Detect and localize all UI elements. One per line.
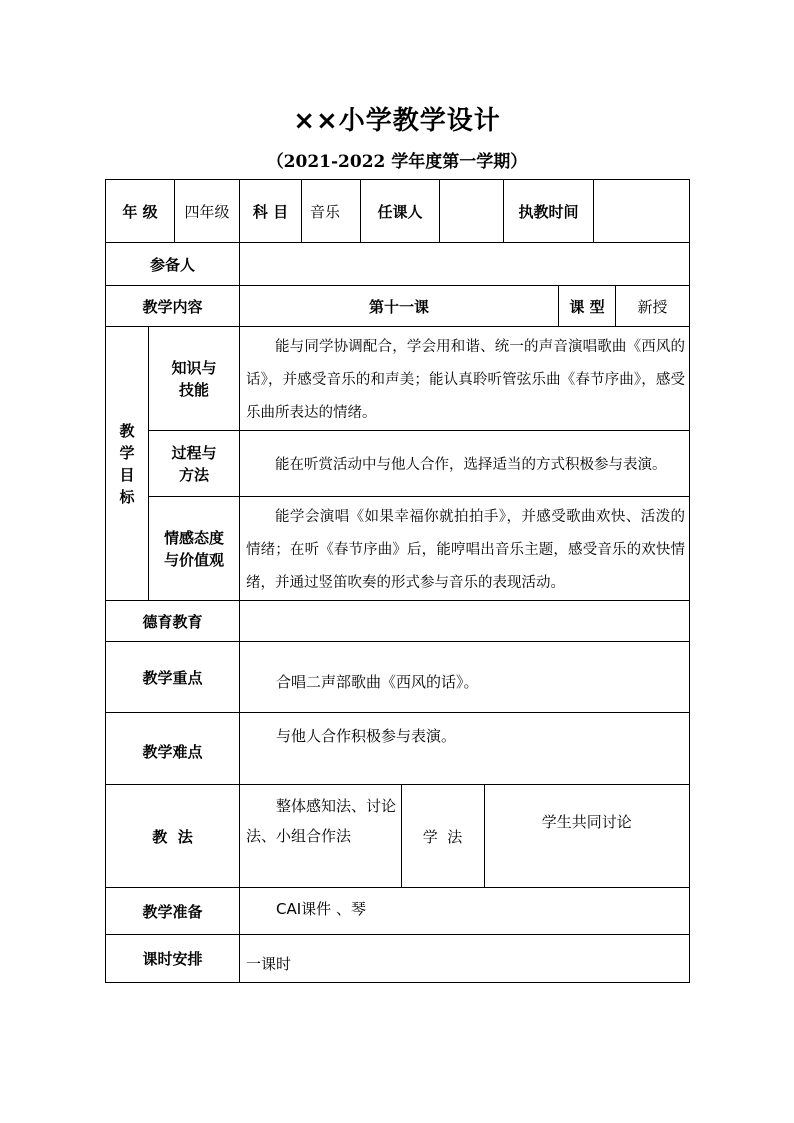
schedule-value: 一课时 bbox=[240, 935, 690, 983]
moral-value bbox=[240, 601, 690, 642]
preparers-row bbox=[106, 243, 690, 286]
objective-text-attitude: 能学会演唱《如果幸福你就拍拍手》，并感受歌曲欢快、活泼的情绪；在听《春节序曲》后，能哼唱出音乐主题，感受音乐的欢快情绪，并通过竖笛吹奏的形式参与音乐的表现活动。 bbox=[240, 497, 690, 601]
grade-label: 年 级 bbox=[106, 180, 175, 243]
learn-method-label: 学 法 bbox=[401, 785, 484, 887]
lesson-type-value: 新授 bbox=[616, 286, 690, 327]
objective-text-process: 能在听赏活动中与他人合作，选择适当的方式积极参与表演。 bbox=[240, 431, 690, 497]
teach-method-value: 整体感知法、讨论法、小组合作法 bbox=[246, 797, 397, 845]
content-label: 教学内容 bbox=[106, 286, 240, 327]
objective-label-attitude: 情感态度 与价值观 bbox=[149, 497, 240, 601]
objectives-label: 教 学 目 标 bbox=[106, 327, 149, 601]
header-row bbox=[106, 180, 690, 243]
moral-label: 德育教育 bbox=[106, 601, 240, 642]
teach-method-label: 教 法 bbox=[106, 785, 240, 888]
preparers-value bbox=[240, 243, 690, 286]
objective-row-process bbox=[106, 431, 690, 497]
objective-label-knowledge: 知识与 技能 bbox=[149, 327, 240, 431]
time-label: 执教时间 bbox=[504, 180, 594, 243]
objective-row-attitude bbox=[106, 497, 690, 601]
key-points-value: 合唱二声部歌曲《西风的话》。 bbox=[240, 642, 690, 713]
subject-value: 音乐 bbox=[302, 180, 361, 243]
schedule-row bbox=[106, 935, 690, 983]
subject-label: 科 目 bbox=[240, 180, 302, 243]
key-points-row bbox=[106, 642, 690, 713]
methods-inner-table bbox=[240, 785, 689, 887]
schedule-label: 课时安排 bbox=[106, 935, 240, 983]
moral-row bbox=[106, 601, 690, 642]
document-subtitle: （2021-2022 学年度第一学期） bbox=[266, 152, 528, 172]
lesson-plan-table bbox=[105, 179, 690, 983]
time-value bbox=[594, 180, 690, 243]
teacher-label: 任课人 bbox=[361, 180, 440, 243]
document-title: ××小学教学设计 bbox=[293, 106, 501, 136]
objective-row-knowledge bbox=[106, 327, 690, 431]
preparation-value: CAI课件 、琴 bbox=[240, 888, 690, 935]
methods-row bbox=[106, 785, 690, 888]
difficulties-value: 与他人合作积极参与表演。 bbox=[240, 713, 690, 785]
preparation-label: 教学准备 bbox=[106, 888, 240, 935]
methods-cell bbox=[240, 785, 690, 888]
objective-label-process: 过程与 方法 bbox=[149, 431, 240, 497]
teacher-value bbox=[440, 180, 504, 243]
key-points-label: 教学重点 bbox=[106, 642, 240, 713]
difficulties-row bbox=[106, 713, 690, 785]
lesson-type-label: 课 型 bbox=[559, 286, 616, 327]
content-value: 第十一课 bbox=[240, 286, 559, 327]
difficulties-label: 教学难点 bbox=[106, 713, 240, 785]
learn-method-value: 学生共同讨论 bbox=[484, 785, 689, 887]
content-row bbox=[106, 286, 690, 327]
preparation-row bbox=[106, 888, 690, 935]
grade-value: 四年级 bbox=[175, 180, 240, 243]
objective-text-knowledge: 能与同学协调配合，学会用和谐、统一的声音演唱歌曲《西风的话》，并感受音乐的和声美；能认真聆听管弦乐曲《春节序曲》，感受乐曲所表达的情绪。 bbox=[240, 327, 690, 431]
preparers-label: 参备人 bbox=[106, 243, 240, 286]
